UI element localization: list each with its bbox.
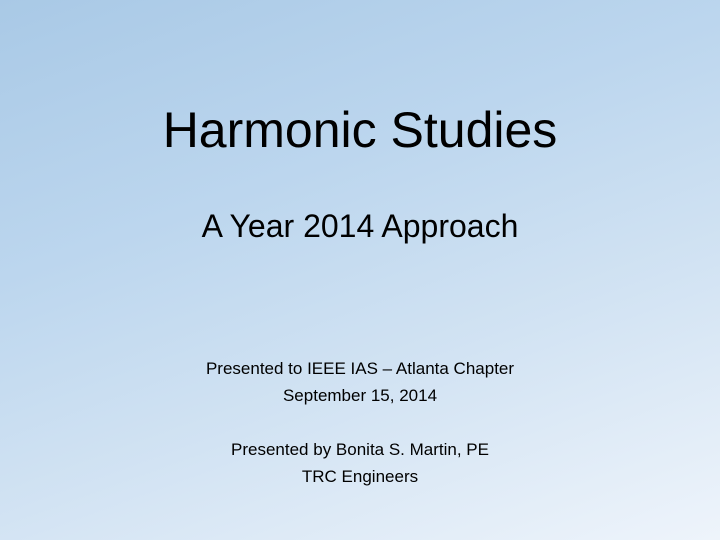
presenter-text: Presented by Bonita S. Martin, PE <box>231 440 489 459</box>
presentation-date: September 15, 2014 <box>282 386 438 405</box>
presented-to-text: Presented to IEEE IAS – Atlanta Chapter <box>205 359 515 378</box>
spacer <box>0 409 720 436</box>
company-name: TRC Engineers <box>301 467 419 486</box>
slide-subtitle: A Year 2014 Approach <box>201 208 519 244</box>
slide-title: Harmonic Studies <box>162 102 558 158</box>
presentation-info <box>0 355 720 490</box>
